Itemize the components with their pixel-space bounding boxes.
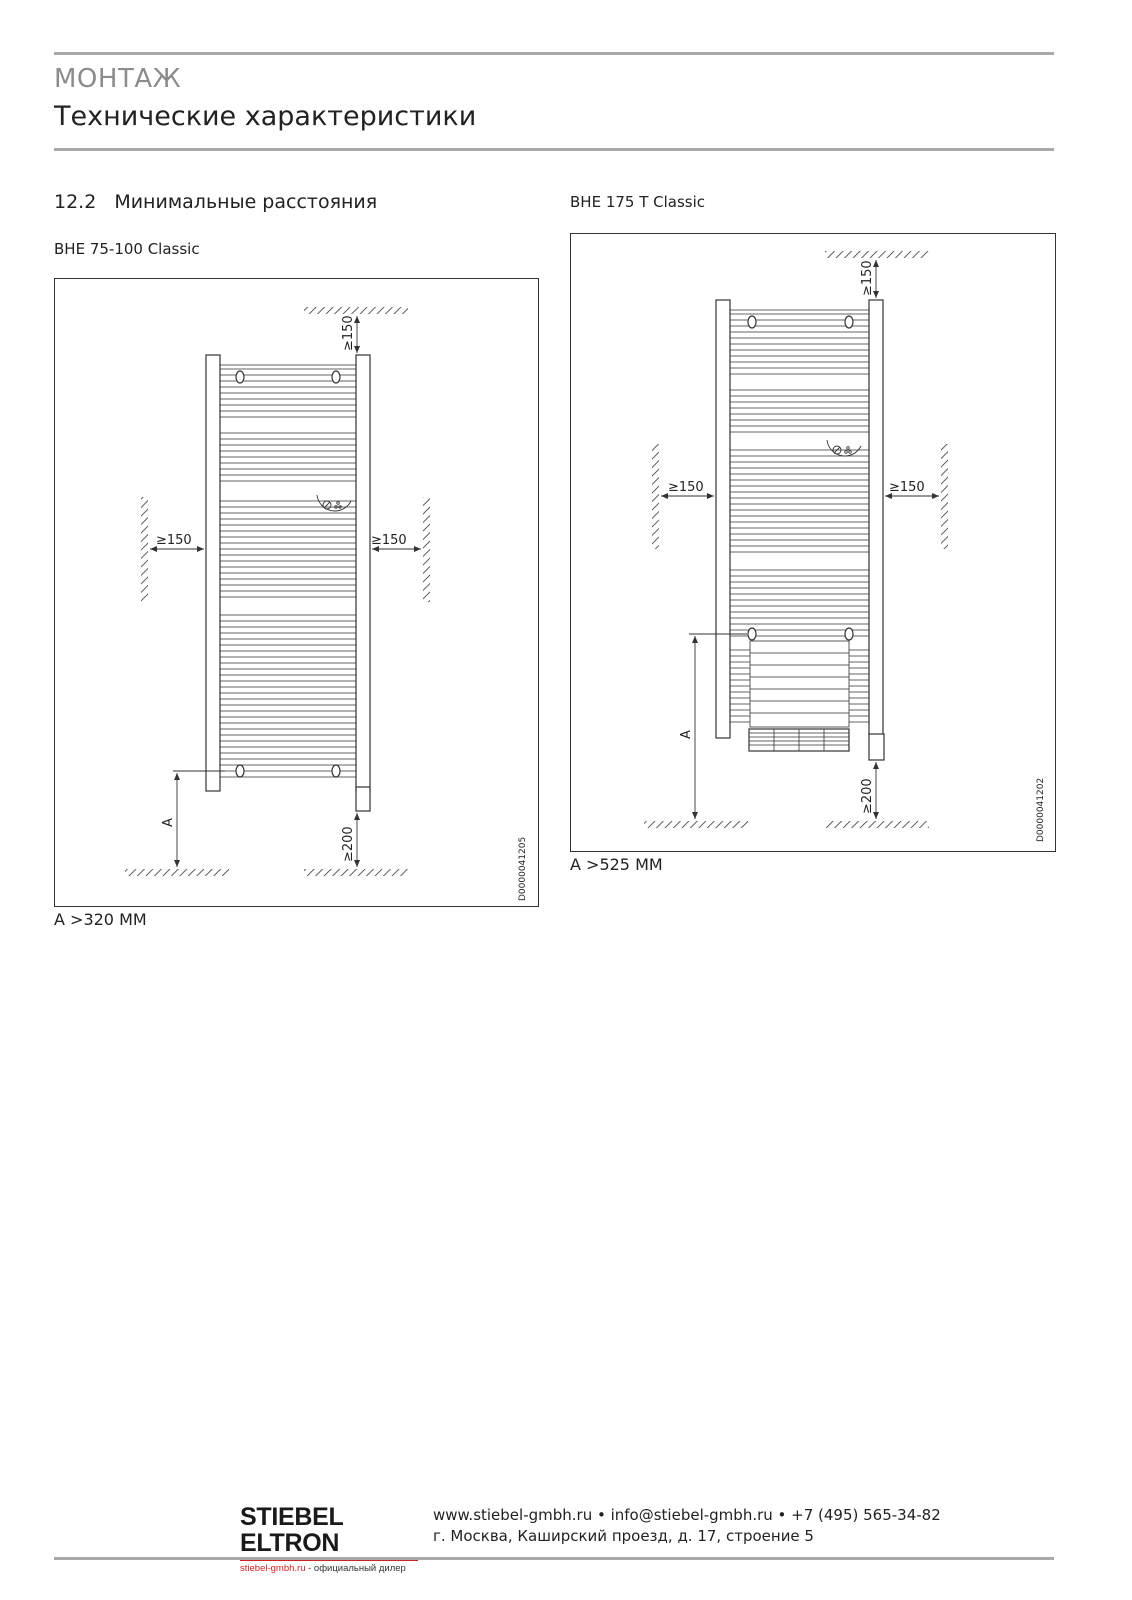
section-heading <box>54 191 377 213</box>
drawing-id: D0000041202 <box>1036 777 1046 842</box>
dim-left-label: ≥150 <box>156 533 192 548</box>
left-figure <box>54 278 539 907</box>
header-rule <box>54 148 1054 151</box>
ceiling-hatch <box>304 307 408 314</box>
dealer-text: - официальный дилер <box>305 1563 406 1574</box>
left-figure-note: A >320 MM <box>54 910 147 929</box>
towel-radiator <box>206 355 370 811</box>
chapter-title: МОНТАЖ <box>54 64 182 94</box>
left-wall-hatch <box>141 497 148 602</box>
section-number: 12.2 <box>54 191 97 213</box>
right-wall-hatch <box>941 444 948 549</box>
contact-line-2: г. Москва, Каширский проезд, д. 17, строение 5 <box>433 1527 814 1545</box>
towel-radiator <box>716 300 884 760</box>
bottom-rule <box>54 1557 1054 1560</box>
dim-bottom-label: ≥200 <box>341 826 356 862</box>
right-clearance-drawing <box>571 234 1057 853</box>
contact-line-1: www.stiebel-gmbh.ru • info@stiebel-gmbh.ru • +7 (495) 565-34-82 <box>433 1506 941 1524</box>
right-figure-note: A >525 MM <box>570 855 663 874</box>
left-model-label: BHE 75-100 Classic <box>54 240 200 258</box>
dim-a-label: A <box>161 818 176 827</box>
drawing-id: D0000041205 <box>518 836 528 901</box>
page-title: Технические характеристики <box>54 101 477 132</box>
dim-bottom-label: ≥200 <box>860 778 875 814</box>
ceiling-hatch <box>825 251 929 258</box>
floor-hatch-right <box>825 821 929 828</box>
floor-hatch-right <box>304 869 408 876</box>
floor-hatch-left <box>644 821 748 828</box>
brand-logo <box>240 1504 420 1574</box>
dim-top-label: ≥150 <box>860 260 875 296</box>
dim-right-label: ≥150 <box>889 480 925 495</box>
dim-right-label: ≥150 <box>371 533 407 548</box>
right-wall-hatch <box>423 497 430 602</box>
dim-left-label: ≥150 <box>668 480 704 495</box>
dealer-site: stiebel-gmbh.ru <box>240 1563 306 1574</box>
left-clearance-drawing <box>55 279 540 908</box>
section-title: Минимальные расстояния <box>114 191 378 213</box>
right-model-label: BHE 175 T Classic <box>570 193 706 211</box>
left-wall-hatch <box>652 444 659 549</box>
right-figure <box>570 233 1056 852</box>
top-rule <box>54 52 1054 55</box>
dim-top-label: ≥150 <box>341 315 356 351</box>
floor-hatch-left <box>125 869 229 876</box>
brand-name: STIEBEL ELTRON <box>240 1503 344 1557</box>
dim-a-label: A <box>679 730 694 739</box>
footer-contact <box>433 1505 941 1547</box>
dealer-line <box>240 1563 420 1574</box>
